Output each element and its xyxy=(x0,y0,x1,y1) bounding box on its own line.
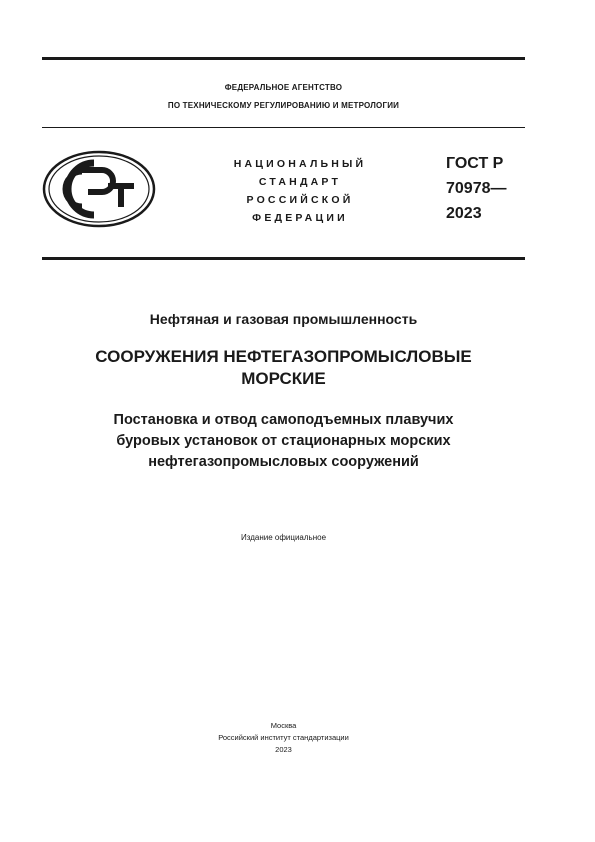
agency-line-1: ФЕДЕРАЛЬНОЕ АГЕНТСТВО xyxy=(224,83,343,92)
national-standard-line-4: ФЕДЕРАЦИИ xyxy=(252,212,348,224)
standard-code-line-3: 2023 xyxy=(446,205,482,222)
agency-line-2: ПО ТЕХНИЧЕСКОМУ РЕГУЛИРОВАНИЮ И МЕТРОЛОГИИ xyxy=(167,101,400,110)
imprint-city: Москва xyxy=(270,721,297,730)
rst-gost-logo-icon xyxy=(42,150,156,228)
national-standard-line-1: НАЦИОНАЛЬНЫЙ xyxy=(233,158,367,170)
document-description-line-1: Постановка и отвод самоподъемных плавучих xyxy=(113,412,454,428)
middle-rule xyxy=(42,127,525,128)
bottom-rule xyxy=(42,257,525,260)
national-standard-line-3: РОССИЙСКОЙ xyxy=(246,194,354,206)
top-rule xyxy=(42,57,525,60)
document-description-line-3: нефтегазопромысловых сооружений xyxy=(148,454,419,470)
document-description-line-2: буровых установок от стационарных морских xyxy=(116,433,451,449)
document-subtitle: Нефтяная и газовая промышленность xyxy=(149,311,418,327)
standard-code-line-1: ГОСТ Р xyxy=(446,155,504,172)
imprint-publisher: Российский институт стандартизации xyxy=(218,733,349,742)
document-title-line-1: СООРУЖЕНИЯ НЕФТЕГАЗОПРОМЫСЛОВЫЕ xyxy=(95,347,472,366)
standard-code-line-2: 70978— xyxy=(446,180,507,197)
imprint-year: 2023 xyxy=(275,745,292,754)
edition-note: Издание официальное xyxy=(240,533,327,542)
document-title-line-2: МОРСКИЕ xyxy=(241,369,326,388)
national-standard-line-2: СТАНДАРТ xyxy=(258,176,342,188)
